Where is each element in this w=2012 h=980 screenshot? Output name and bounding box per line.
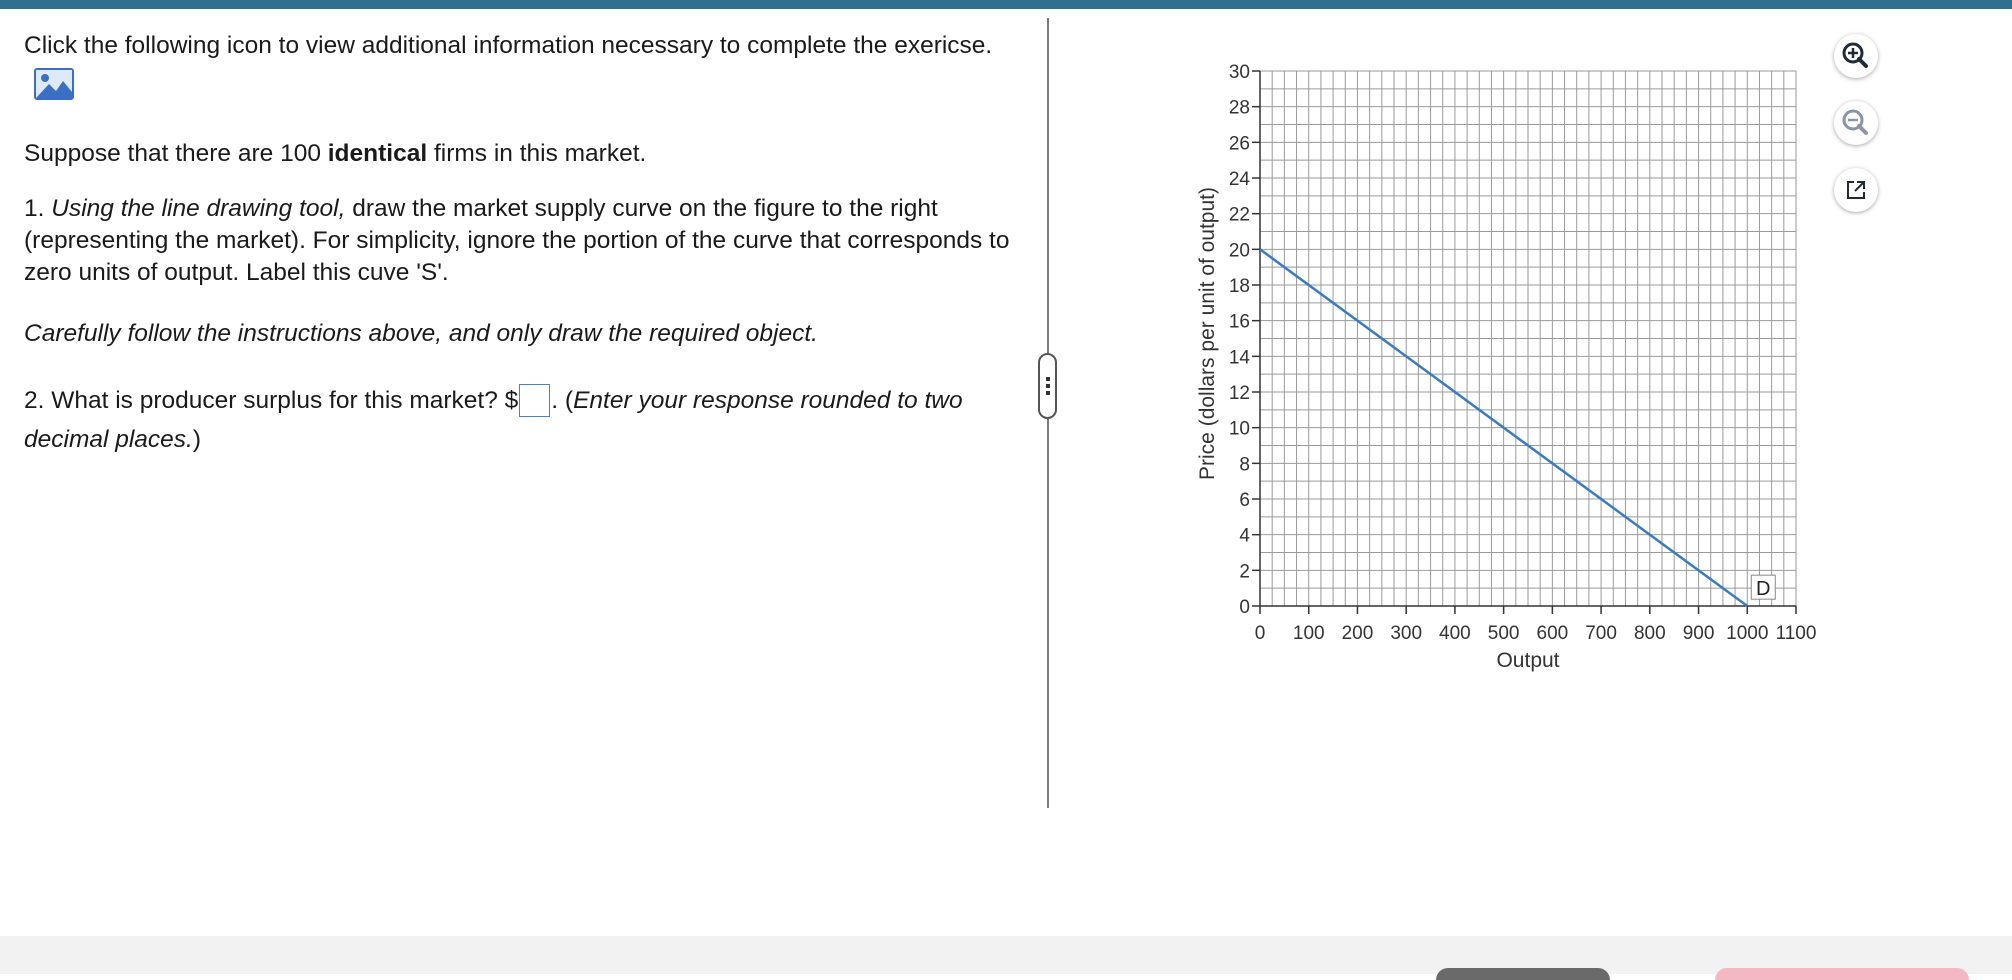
y-tick-label: 6 <box>1239 490 1250 511</box>
x-tick-label: 700 <box>1585 623 1617 644</box>
y-tick-label: 4 <box>1239 525 1250 547</box>
zoom-in-button[interactable] <box>1834 34 1878 78</box>
y-tick-label: 28 <box>1228 97 1250 119</box>
pane-resize-handle[interactable] <box>1038 353 1057 419</box>
footer-button-left[interactable] <box>1436 968 1610 980</box>
image-icon[interactable] <box>34 68 74 100</box>
question-1 <box>24 193 1024 289</box>
y-tick-label: 0 <box>1239 597 1250 618</box>
zoom-out-icon <box>1834 101 1878 145</box>
x-tick-label: 800 <box>1633 623 1666 644</box>
x-axis-title: Output <box>1496 649 1560 672</box>
y-axis-title: Price (dollars per unit of output) <box>1196 187 1219 480</box>
firms-text-bold: identical <box>327 140 428 167</box>
y-tick-label: 18 <box>1228 276 1250 297</box>
y-tick-label: 30 <box>1228 62 1250 83</box>
top-accent-bar <box>0 0 2012 9</box>
y-tick-label: 24 <box>1228 169 1250 190</box>
y-tick-label: 8 <box>1239 454 1250 476</box>
x-tick-label: 600 <box>1536 623 1569 644</box>
x-tick-label: 100 <box>1292 623 1325 644</box>
x-tick-label: 1000 <box>1726 623 1769 644</box>
q1-text: draw the market supply curve on the figure to the right (representing the market). For simplicity, ignore the portion of the curve that corresponds to zero units of output. Label this cuve 'S'. <box>24 195 1010 286</box>
producer-surplus-input[interactable] <box>519 384 550 417</box>
y-tick-label: 12 <box>1228 383 1250 404</box>
x-tick-label: 300 <box>1390 623 1423 644</box>
footer-button-right[interactable] <box>1715 968 1969 980</box>
x-tick-label: 500 <box>1487 623 1520 644</box>
y-tick-label: 26 <box>1228 133 1250 155</box>
firms-text-start: Suppose that there are 100 <box>24 140 328 167</box>
y-tick-label: 10 <box>1228 418 1250 440</box>
x-tick-label: 900 <box>1682 623 1715 644</box>
x-tick-label: 200 <box>1341 623 1374 644</box>
x-tick-label: 1100 <box>1775 623 1817 644</box>
market-graph[interactable] <box>1180 50 1840 690</box>
y-tick-label: 16 <box>1228 311 1250 333</box>
firms-text-end: firms in this market. <box>427 140 647 167</box>
q2-close: ) <box>192 426 202 453</box>
y-tick-label: 2 <box>1239 561 1250 583</box>
question-2 <box>24 381 1024 459</box>
q2-text: 2. What is producer surplus for this market? $ <box>24 387 519 414</box>
intro-text <box>24 26 1024 104</box>
y-tick-label: 22 <box>1228 204 1250 226</box>
popout-button[interactable] <box>1834 168 1878 212</box>
footer-bar <box>0 936 2012 974</box>
firms-statement <box>24 134 1024 173</box>
question-pane <box>24 26 1024 459</box>
x-tick-label: 0 <box>1254 623 1266 644</box>
instruction-note <box>24 314 1024 353</box>
note-text: Carefully follow the instructions above, and only draw the required object. <box>24 320 818 347</box>
intro-label: Click the following icon to view additional information necessary to complete the exericse. <box>24 32 993 59</box>
demand-curve-label: D <box>1756 578 1771 601</box>
q1-italic: Using the line drawing tool, <box>51 195 346 222</box>
q2-hint: Enter your response rounded to two decimal places. <box>24 387 963 453</box>
external-link-icon <box>1834 168 1878 212</box>
q2-separator: . ( <box>551 387 574 414</box>
zoom-out-button[interactable] <box>1834 101 1878 145</box>
x-tick-label: 400 <box>1439 623 1471 644</box>
y-tick-label: 20 <box>1228 240 1250 262</box>
q1-number: 1. <box>24 195 52 222</box>
y-tick-label: 14 <box>1228 347 1250 369</box>
zoom-in-icon <box>1834 34 1878 78</box>
